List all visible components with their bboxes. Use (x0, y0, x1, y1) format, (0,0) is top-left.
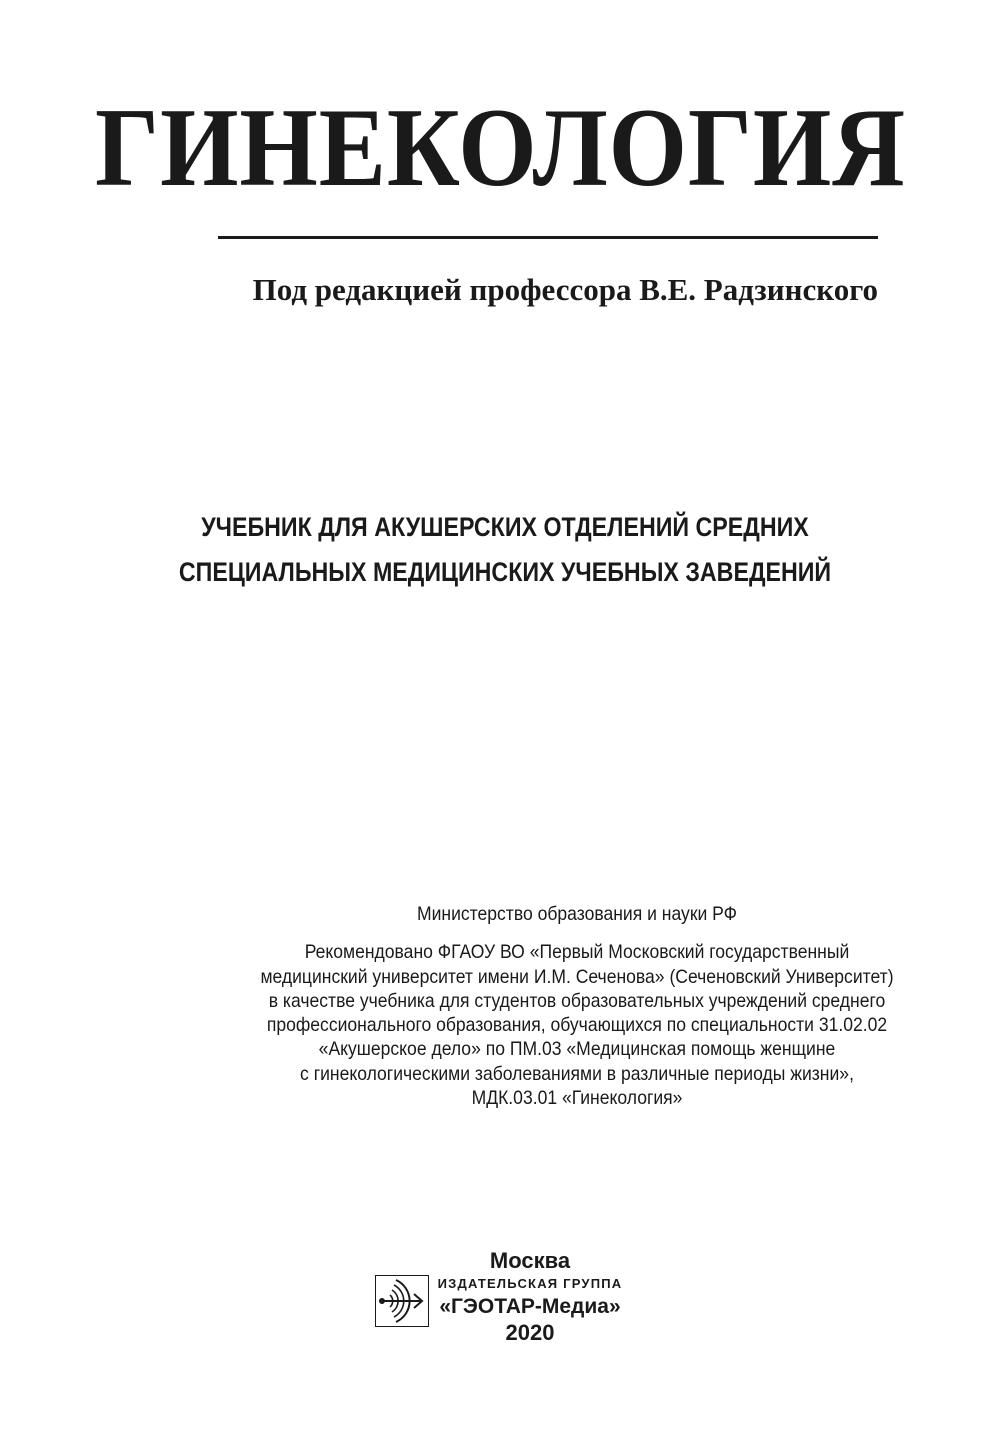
editor-line: Под редакцией профессора В.Е. Радзинского (252, 272, 878, 307)
subtitle-line: СПЕЦИАЛЬНЫХ МЕДИЦИНСКИХ УЧЕБНЫХ ЗАВЕДЕНИЙ (178, 557, 832, 587)
publisher-city: Москва (489, 1248, 571, 1273)
book-subtitle (0, 505, 1000, 595)
publisher-block (430, 1248, 630, 1346)
recommendation-line: МДК.03.01 «Гинекология» (471, 1087, 683, 1110)
geotar-logo-icon (375, 1275, 429, 1327)
book-title (0, 86, 1000, 210)
publisher-group: ИЗДАТЕЛЬСКАЯ ГРУППА (437, 1276, 623, 1291)
title-divider (218, 236, 878, 239)
subtitle-line: УЧЕБНИК ДЛЯ АКУШЕРСКИХ ОТДЕЛЕНИЙ СРЕДНИХ (201, 512, 809, 542)
publisher-name: «ГЭОТАР-Медиа» (439, 1295, 621, 1318)
recommendation-line: профессионального образования, обучающихся по специальности 31.02.02 (266, 1014, 888, 1037)
recommendation-line: Рекомендовано ФГАОУ ВО «Первый Московский государственный (304, 941, 850, 964)
publication-year: 2020 (505, 1320, 555, 1345)
recommendation-line: с гинекологическими заболеваниями в различные периоды жизни», (300, 1062, 854, 1085)
recommendation-line: в качестве учебника для студентов образовательных учреждений среднего (268, 989, 886, 1012)
recommendation-line: «Акушерское дело» по ПМ.03 «Медицинская помощь женщине (318, 1038, 836, 1061)
recommendation-block (127, 902, 1000, 1110)
recommendation-line: медицинский университет имени И.М. Сеченова» (Сеченовский Университет) (260, 965, 894, 988)
ministry-line: Министерство образования и науки РФ (416, 903, 738, 925)
book-title-text: ГИНЕКОЛОГИЯ (94, 86, 906, 210)
